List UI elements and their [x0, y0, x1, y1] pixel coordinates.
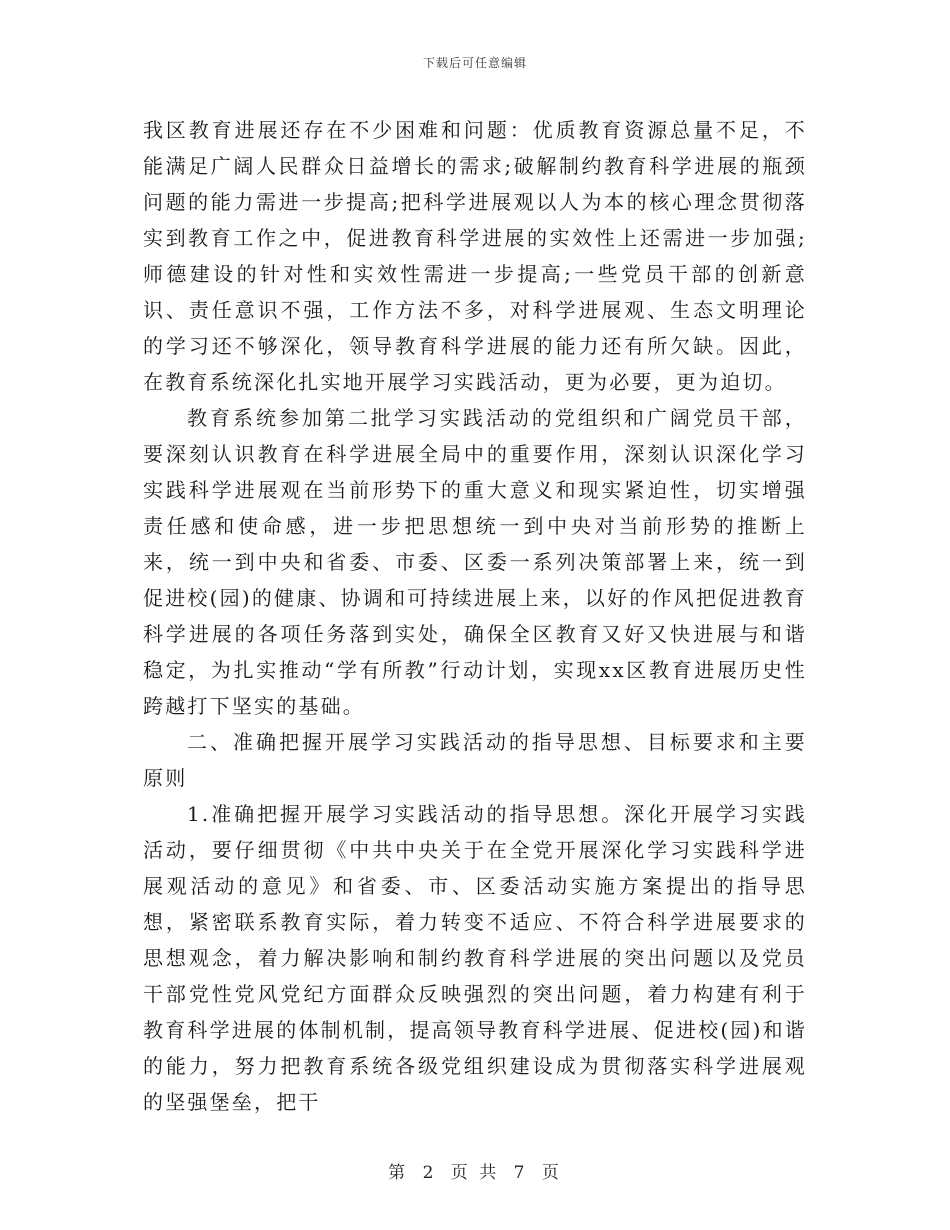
page-label-prefix: 第: [388, 1163, 409, 1183]
section-heading: 二、准确把握开展学习实践活动的指导思想、目标要求和主要原则: [143, 730, 807, 790]
page-label-mid: 页 共: [450, 1163, 500, 1183]
paragraph-continuation: 我区教育进展还存在不少困难和问题：优质教育资源总量不足，不能满足广阔人民群众日益增长的需求;破解制约教育科学进展的瓶颈问题的能力需进一步提高;把科学进展观以人为本的核心理念贯彻落实到教育工作之中，促进教育科学进展的实效性上还需进一步加强;师德建设的针对性和实效性需进一步提高;一些党员干部的创新意识、责任意识不强，工作方法不多，对科学进展观、生态文明理论的学习还不够深化，领导教育科学进展的能力还有所欠缺。因此，在教育系统深化扎实地开展学习实践活动，更为必要，更为迫切。: [143, 118, 807, 394]
page-label-suffix: 页: [541, 1163, 562, 1183]
current-page-number: 2: [422, 1163, 437, 1183]
paragraph: 教育系统参加第二批学习实践活动的党组织和广阔党员干部，要深刻认识教育在科学进展全局中的重要作用，深刻认识深化学习实践科学进展观在当前形势下的重大意义和现实紧迫性，切实增强责任感和使命感，进一步把思想统一到中央对当前形势的推断上来，统一到中央和省委、市委、区委一系列决策部署上来，统一到促进校(园)的健康、协调和可持续进展上来，以好的作风把促进教育科学进展的各项任务落到实处，确保全区教育又好又快进展与和谐稳定，为扎实推动“学有所教”行动计划，实现xx区教育进展历史性跨越打下坚实的基础。: [143, 406, 807, 718]
page-footer: [0, 1158, 950, 1183]
header-note: 下载后可任意编辑: [422, 56, 527, 70]
total-page-count: 7: [513, 1163, 528, 1183]
paragraph: 1.准确把握开展学习实践活动的指导思想。深化开展学习实践活动，要仔细贯彻《中共中央关于在全党开展深化学习实践科学进展观活动的意见》和省委、市、区委活动实施方案提出的指导思想，紧密联系教育实际，着力转变不适应、不符合科学进展要求的思想观念，着力解决影响和制约教育科学进展的突出问题以及党员干部党性党风党纪方面群众反映强烈的突出问题，着力构建有利于教育科学进展的体制机制，提高领导教育科学进展、促进校(园)和谐的能力，努力把教育系统各级党组织建设成为贯彻落实科学进展观的坚强堡垒，把干: [143, 802, 807, 1114]
document-body: [143, 112, 807, 1120]
